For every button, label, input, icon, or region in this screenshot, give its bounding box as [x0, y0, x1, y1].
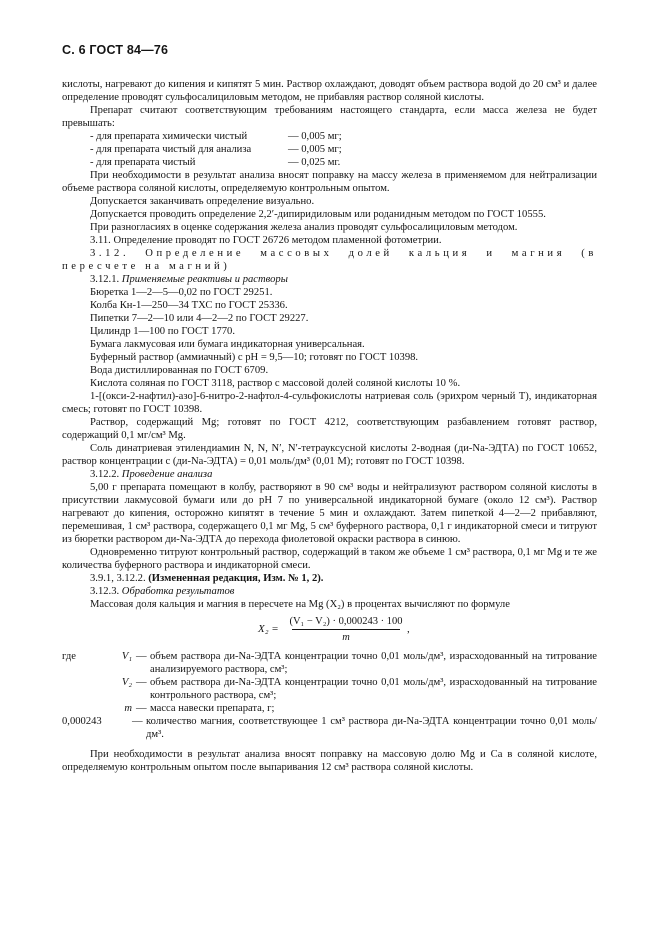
formula-denominator: m — [342, 632, 350, 643]
section-3-12-2-heading: 3.12.2. Проведение анализа — [90, 469, 213, 480]
section-3-11: 3.11. Определение проводят по ГОСТ 26726 методом пламенной фотометрии. — [90, 235, 442, 246]
paragraph-indicator: 1-[(окси-2-нафтил)-азо]-6-нитро-2-нафтол-4-сульфокислоты натриевая соль (эрихром черный Т), индикаторная смесь; готовят по ГОСТ 10398. — [62, 391, 597, 415]
paragraph-continuation: кислоты, нагревают до кипения и кипятят 5 мин. Раствор охлаждают, доводят объем раствора водой до 20 см³ и далее определение проводят сульфосалициловым методом, не прибавляя раствор соляной кислоты. — [62, 79, 597, 103]
formula-definitions — [62, 650, 597, 741]
document-body — [62, 78, 597, 774]
paragraph-procedure: 5,00 г препарата помещают в колбу, растворяют в 90 см³ воды и нейтрализуют раствором соляной кислоты в присутствии лакмусовой бумаги или до рН 7 по универсальной индикаторной бумаге (около 12 см³). Раствор нагревают до кипения, осторожно кипятят в течение 5 мин и охлаждают. Затем пипеткой 4—2—2 прибавляют, перемешивая, 1 см³ раствора, содержащего 0,1 мг Mg, 5 см³ буферного раствора, 0,1 г индикаторной смеси и титруют из бюретки раствором ди-Na-ЭДТА до перехода фиолетовой окраски раствора в синюю. — [62, 482, 597, 545]
formula-numerator: (V₁ − V₂) · 0,000243 · 100 — [289, 616, 403, 627]
list-item: Вода дистиллированная по ГОСТ 6709. — [90, 365, 269, 376]
list-item: Бюретка 1—2—5—0,02 по ГОСТ 29251. — [90, 287, 273, 298]
formula-comma: , — [407, 623, 410, 635]
paragraph-mg-solution: Раствор, содержащий Mg; готовят по ГОСТ 4212, соответствующим разбавлением готовят раствор, содержащий 0,1 мг/см³ Mg. — [62, 417, 597, 441]
list-item: Колба Кн-1—250—34 ТХС по ГОСТ 25336. — [90, 300, 288, 311]
definition-row: где V₁ — объем раствора ди-Na-ЭДТА концентрации точно 0,01 моль/дм³, израсходованный на титрование анализируемого раствора, см³; — [62, 651, 597, 675]
formula-fraction — [288, 615, 404, 644]
formula-lhs: X₂ = — [258, 623, 279, 635]
formula-x2 — [62, 613, 597, 647]
list-item: Цилиндр 1—100 по ГОСТ 1770. — [90, 326, 235, 337]
list-item: Кислота соляная по ГОСТ 3118, раствор с массовой долей соляной кислоты 10 %. — [90, 378, 461, 389]
list-item: - для препарата чистый для анализа — 0,005 мг; — [90, 144, 342, 155]
list-item: - для препарата чистый — 0,025 мг. — [90, 157, 341, 168]
paragraph-visual: Допускается заканчивать определение визуально. — [90, 196, 315, 207]
section-3-12-3-heading: 3.12.3. Обработка результатов — [90, 586, 235, 597]
paragraph-correction: При необходимости в результат анализа вносят поправку на массу железа в применяемом для нейтрализации объеме раствора соляной кислоты, определяемую контрольным опытом. — [62, 170, 597, 194]
definition-row: V₂ — объем раствора ди-Na-ЭДТА концентрации точно 0,01 моль/дм³, израсходованный на титрование контрольного раствора, см³; — [121, 677, 597, 701]
list-item: Буферный раствор (аммиачный) с рН = 9,5—10; готовят по ГОСТ 10398. — [90, 352, 419, 363]
section-3-12-1-heading: 3.12.1. Применяемые реактивы и растворы — [90, 274, 288, 285]
definition-row: 0,000243 — количество магния, соответствующее 1 см³ раствора ди-Na-ЭДТА концентрации точно 0,01 моль/дм³. — [62, 716, 597, 740]
paragraph-dipyridyl: Допускается проводить определение 2,2′-дипиридиловым или роданидным методом по ГОСТ 10555. — [90, 209, 546, 220]
paragraph-final: При необходимости в результат анализа вносят поправку на массовую долю Mg и Ca в соляной кислоте, определяемую контрольным опытом после выпаривания 12 см³ раствора соляной кислоты. — [62, 749, 597, 773]
paragraph-disagreement: При разногласиях в оценке содержания железа анализ проводят сульфосалициловым методом. — [90, 222, 518, 233]
paragraph-formula-intro: Массовая доля кальция и магния в пересчете на Mg (X₂) в процентах вычисляют по формуле — [90, 599, 510, 610]
list-item: - для препарата химически чистый — 0,005 мг; — [90, 131, 342, 142]
reagents-list — [62, 286, 597, 390]
amendment-note: 3.9.1, 3.12.2. (Измененная редакция, Изм. № 1, 2). — [90, 573, 324, 584]
iron-limits-list — [62, 130, 597, 169]
definition-row: m — масса навески препарата, г; — [124, 703, 275, 714]
section-3-12-heading: 3.12. Определение массовых долей кальция и магния (в пересчете на магний) — [62, 248, 597, 272]
paragraph-requirements: Препарат считают соответствующим требованиям настоящего стандарта, если масса железа не будет превышать: — [62, 105, 597, 129]
paragraph-edta: Соль динатриевая этилендиамин N, N, N′, N′-тетрауксусной кислоты 2-водная (ди-Na-ЭДТА) по ГОСТ 10652, раствор концентрации c (ди-Na-ЭДТА) = 0,01 моль/дм³ (0,01 М); готовят по ГОСТ 10398. — [62, 443, 597, 467]
list-item: Пипетки 7—2—10 или 4—2—2 по ГОСТ 29227. — [90, 313, 309, 324]
paragraph-control: Одновременно титруют контрольный раствор, содержащий в таком же объеме 1 см³ раствора, 0,1 мг Mg и те же количества буферного раствора и индикаторной смеси. — [62, 547, 597, 571]
list-item: Бумага лакмусовая или бумага индикаторная универсальная. — [90, 339, 365, 350]
page-header: С. 6 ГОСТ 84—76 — [62, 43, 169, 57]
